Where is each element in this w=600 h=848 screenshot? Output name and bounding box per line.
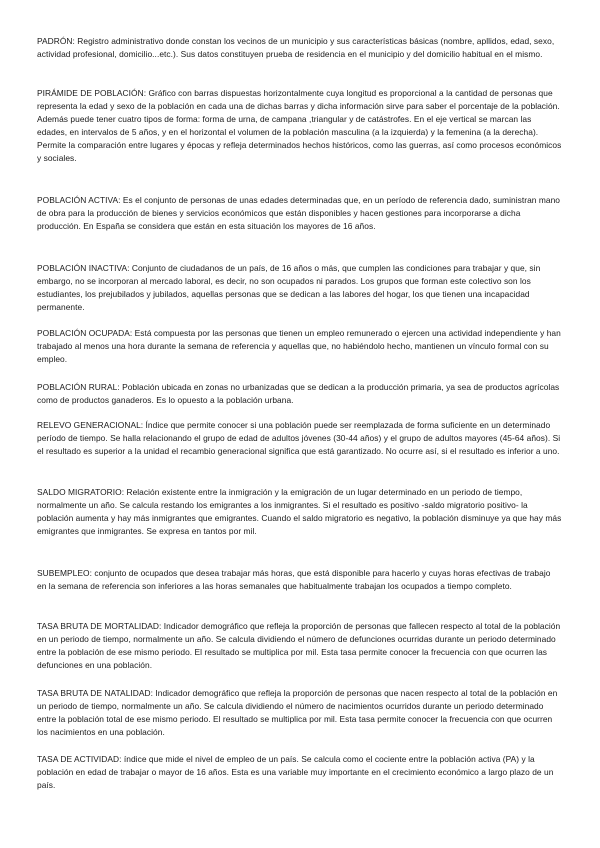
definition-poblacion-inactiva: POBLACIÓN INACTIVA: Conjunto de ciudadanos de un país, de 16 años o más, que cumplen las condiciones para trabajar y que, sin embargo, no se incorporan al mercado laboral, es decir, no son ocupados ni parados. Los grupos que forman este colectivo son los estudiantes, los prejubilados y jubilados, aquellas personas que se dedican a las labores del hogar, los que tienen una incapacidad permanente. (37, 263, 541, 312)
definition-relevo-generacional: RELEVO GENERACIONAL: Índice que permite conocer si una población puede ser reemplazada de forma suficiente en un determinado período de tiempo. Se halla relacionando el grupo de edad de adultos jóvenes (30-44 años) y el grupo de adultos mayores (45-64 años). Si el resultado es superior a la unidad el recambio generacional significa que está garantizado. No ocurre así, si el resultado es inferior a uno. (37, 420, 561, 456)
definition-poblacion-activa: POBLACIÓN ACTIVA: Es el conjunto de personas de unas edades determinadas que, en un período de referencia dado, suministran mano de obra para la producción de bienes y servicios económicos que están disponibles y hacen gestiones para incorporarse a dicha producción. En España se considera que están en esta situación los mayores de 16 años. (37, 195, 561, 231)
definition-subempleo: SUBEMPLEO: conjunto de ocupados que desea trabajar más horas, que está disponible para hacerlo y cuyas horas efectivas de trabajo en la semana de referencia son inferiores a las horas semanales que habitualmente trabajan los ocupados a tiempo completo. (37, 568, 551, 591)
definition-tasa-de-actividad: TASA DE ACTIVIDAD: índice que mide el nivel de empleo de un país. Se calcula como el cociente entre la población activa (PA) y la población en edad de trabajar o mayor de 16 años. Esta es una variable muy importante en el crecimiento económico a largo plazo de un país. (37, 754, 554, 790)
definition-saldo-migratorio: SALDO MIGRATORIO: Relación existente entre la inmigración y la emigración de un lugar determinado en un periodo de tiempo, normalmente un año. Se calcula restando los emigrantes a los inmigrantes. Si el resultado es positivo -saldo migratorio positivo- la población aumenta y hay más inmigrantes que emigrantes. Cuando el saldo migratorio es negativo, la población disminuye ya que hay más emigrantes que inmigrantes. Se expresa en tantos por mil. (37, 487, 562, 536)
definition-poblacion-ocupada: POBLACIÓN OCUPADA: Está compuesta por las personas que tienen un empleo remunerado o ejercen una actividad independiente y han trabajado al menos una hora durante la semana de referencia y aquellas que, no habiéndolo hecho, mantienen un vínculo formal con su empleo. (37, 328, 561, 364)
definition-tasa-bruta-de-natalidad: TASA BRUTA DE NATALIDAD: Indicador demográfico que refleja la proporción de personas que nacen respecto al total de la población en un periodo de tiempo, normalmente un año. Se calcula dividiendo el número de nacimientos ocurridos durante un periodo determinado entre la población total de ese mismo periodo. El resultado se multiplica por mil. Esta tasa permite conocer la frecuencia con que ocurren los nacimientos en una población. (37, 688, 558, 737)
definition-piramide-de-poblacion: PIRÁMIDE DE POBLACIÓN: Gráfico con barras dispuestas horizontalmente cuya longitud es proporcional a la cantidad de personas que representa la edad y sexo de la población en cada una de dichas barras y dicha información sirve para saber el porcentaje de la población. Además puede tener cuatro tipos de forma: forma de urna, de campana ,triangular y de catástrofes. En el eje vertical se marcan las edades, en intervalos de 5 años, y en el horizontal el volumen de la población masculina (a la izquierda) y la femenina (a la derecha). Permite la comparación entre lugares y épocas y refleja determinados hechos históricos, como las guerras, así como procesos económicos y sociales. (37, 88, 562, 163)
definition-padron: PADRÓN: Registro administrativo donde constan los vecinos de un municipio y sus características básicas (nombre, apllidos, edad, sexo, actividad profesional, domicilio...etc.). Sus datos constituyen prueba de residencia en el municipio y del domicilio habitual en el mismo. (37, 36, 555, 59)
definition-poblacion-rural: POBLACIÓN RURAL: Población ubicada en zonas no urbanizadas que se dedican a la producción primaria, ya sea de productos agrícolas como de productos ganaderos. Es lo opuesto a la población urbana. (37, 382, 560, 405)
definition-tasa-bruta-de-mortalidad: TASA BRUTA DE MORTALIDAD: Indicador demográfico que refleja la proporción de personas que fallecen respecto al total de la población en un periodo de tiempo, normalmente un año. Se calcula dividiendo el número de defunciones ocurridas durante un periodo determinado entre la población de ese mismo periodo. El resultado se multiplica por mil. Esta tasa permite conocer la frecuencia con que ocurren las defunciones en una población. (37, 621, 561, 670)
